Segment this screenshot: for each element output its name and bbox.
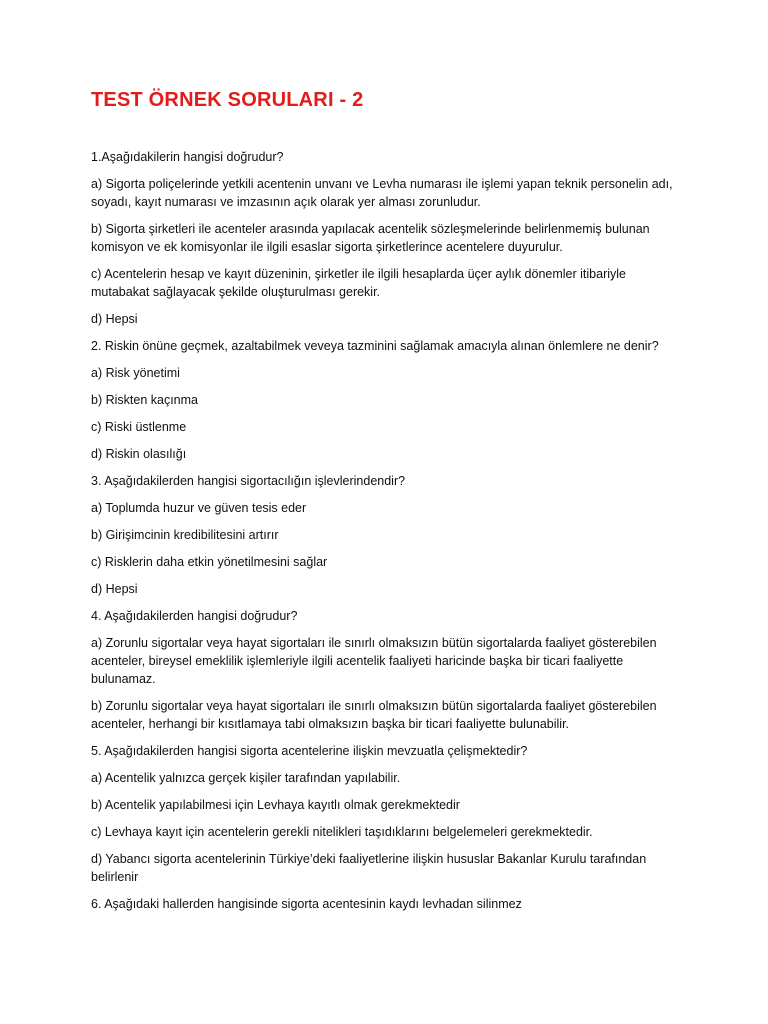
document-content xyxy=(91,86,681,922)
question-3: 3. Aşağıdakilerden hangisi sigortacılığın işlevlerindendir? xyxy=(91,474,406,488)
question-1-option-d: d) Hepsi xyxy=(91,312,138,326)
page-title: TEST ÖRNEK SORULARI - 2 xyxy=(91,89,364,111)
question-6: 6. Aşağıdaki hallerden hangisinde sigorta acentesinin kaydı levhadan silinmez xyxy=(91,897,522,911)
question-2: 2. Riskin önüne geçmek, azaltabilmek veveya tazminini sağlamak amacıyla alınan önlemlere ne denir? xyxy=(91,339,659,353)
question-5-option-b: b) Acentelik yapılabilmesi için Levhaya kayıtlı olmak gerekmektedir xyxy=(91,798,460,812)
question-5-option-a: a) Acentelik yalnızca gerçek kişiler tarafından yapılabilir. xyxy=(91,771,401,785)
question-4-option-b: b) Zorunlu sigortalar veya hayat sigortaları ile sınırlı olmaksızın bütün sigortalarda faaliyet gösterebilen acenteler, herhangi bir kısıtlamaya tabi olmaksızın başka bir ticari faaliyette bulunabilir. xyxy=(91,699,657,731)
question-1-option-b: b) Sigorta şirketleri ile acenteler arasında yapılacak acentelik sözleşmelerinde belirlenmemiş bulunan komisyon ve ek komisyonlar ile ilgili esaslar sigorta şirketlerince acentelere duyurulur. xyxy=(91,222,650,254)
question-3-option-b: b) Girişimcinin kredibilitesini artırır xyxy=(91,528,279,542)
question-1-option-c: c) Acentelerin hesap ve kayıt düzeninin, şirketler ile ilgili hesaplarda üçer aylık dönemler itibariyle mutabakat sağlayacak şekilde oluşturulması gerekir. xyxy=(91,267,626,299)
question-3-option-c: c) Risklerin daha etkin yönetilmesini sağlar xyxy=(91,555,328,569)
question-2-option-a: a) Risk yönetimi xyxy=(91,366,180,380)
question-2-option-b: b) Riskten kaçınma xyxy=(91,393,198,407)
question-4-option-a: a) Zorunlu sigortalar veya hayat sigortaları ile sınırlı olmaksızın bütün sigortalarda faaliyet gösterebilen acenteler, bireysel emeklilik işlemleriyle ilgili acentelik faaliyeti haricinde başka bir ticari faaliyette bulunamaz. xyxy=(91,636,657,686)
question-2-option-c: c) Riski üstlenme xyxy=(91,420,187,434)
question-5-option-c: c) Levhaya kayıt için acentelerin gerekli nitelikleri taşıdıklarını belgelemeleri gerekmektedir. xyxy=(91,825,593,839)
question-1: 1.Aşağıdakilerin hangisi doğrudur? xyxy=(91,150,284,164)
question-5-option-d: d) Yabancı sigorta acentelerinin Türkiye’deki faaliyetlerine ilişkin hususlar Bakanlar Kurulu tarafından belirlenir xyxy=(91,852,647,884)
question-2-option-d: d) Riskin olasılığı xyxy=(91,447,187,461)
question-5: 5. Aşağıdakilerden hangisi sigorta acentelerine ilişkin mevzuatla çelişmektedir? xyxy=(91,744,528,758)
question-3-option-a: a) Toplumda huzur ve güven tesis eder xyxy=(91,501,307,515)
question-4: 4. Aşağıdakilerden hangisi doğrudur? xyxy=(91,609,298,623)
question-1-option-a: a) Sigorta poliçelerinde yetkili acentenin unvanı ve Levha numarası ile işlemi yapan teknik personelin adı, soyadı, kayıt numarası ve imzasının açık olarak yer alması zorunludur. xyxy=(91,177,673,209)
question-3-option-d: d) Hepsi xyxy=(91,582,138,596)
